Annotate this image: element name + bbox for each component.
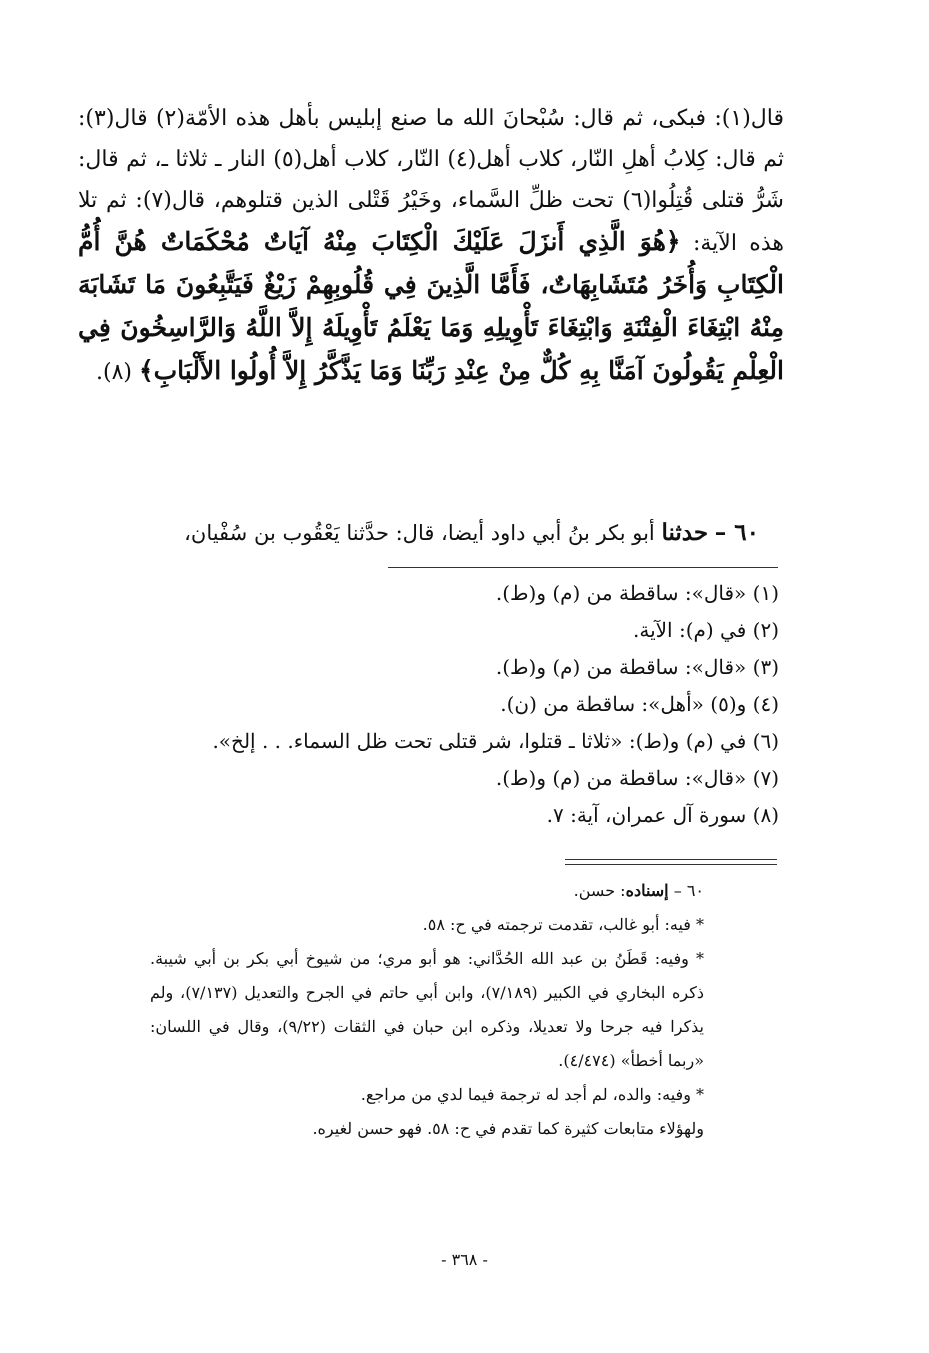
footnote-item: (١) «قال»: ساقطة من (م) و(ط). [495,581,779,605]
takhrij-paragraph: ولهؤلاء متابعات كثيرة كما تقدم في ح: ٥٨. فهو حسن لغيره. [312,1119,704,1138]
takhrij-number: ٦٠ – [673,881,704,900]
quran-verse: ﴿هُوَ الَّذِي أَنزَلَ عَلَيْكَ الْكِتَابَ مِنْهُ آيَاتٌ مُحْكَمَاتٌ هُنَّ أُمُّ الْكِتَابِ وَأُخَرُ مُتَشَابِهَاتٌ، فَأَمَّا الَّذِينَ فِي قُلُوبِهِمْ زَيْغٌ فَيَتَّبِعُونَ مَا تَشَابَهَ مِنْهُ ابْتِغَاءَ الْفِتْنَةِ وَابْتِغَاءَ تَأْوِيلِهِ وَمَا يَعْلَمُ تَأْوِيلَهُ إِلاَّ اللَّهُ وَالرَّاسِخُونَ فِي الْعِلْمِ يَقُولُونَ آمَنَّا بِهِ كُلٌّ مِنْ عِنْدِ رَبِّنَا وَمَا يَذَّكَّرُ إِلاَّ أُولُوا الأَلْبَابِ﴾ [78,227,784,385]
main-narration: قال(١): فبكى، ثم قال: سُبْحانَ الله ما صنع إبليس بأهل هذه الأمّة(٢) قال(٣): ثم قال: كِلابُ أهلِ النّار، كلاب أهل(٤) النّار، كلاب أهل(٥) النار ـ ثلاثا ـ، ثم قال: شَرُّ قتلى قُتِلُوا(٦) تحت ظلِّ السَّماء، وخَيْرُ قَتْلى الذين قتلوهم، قال(٧): ثم تلا هذه الآية: [78,106,784,256]
takhrij-paragraph: * فيه: أبو غالب، تقدمت ترجمته في ح: ٥٨. [422,915,704,934]
footnote-item: (٢) في (م): الآية. [632,618,779,642]
footnote-item: (٧) «قال»: ساقطة من (م) و(ط). [495,766,779,790]
takhrij-grade: : حسن. [573,881,626,900]
hadith-60-opening [78,515,759,551]
takhrij-heading: إسناده [625,881,669,900]
footnotes-list [150,575,779,834]
main-text-block [78,98,784,393]
page-number: - ٣٦٨ - [441,1250,488,1269]
takhrij-separator-bottom [565,864,777,865]
hadith-lead-word: حدثنا [661,519,709,546]
takhrij-paragraph: * وفيه: قَطَنُ بن عبد الله الحُدَّاني: هو أبو مري؛ من شيوخ أبي بكر بن أبي شيبة. ذكره البخاري في الكبير (٧/١٨٩)، وابن أبي حاتم في الجرح والتعديل (٧/١٣٧)، ولم يذكرا فيه جرحا ولا تعديلا، وذكره ابن حبان في الثقات (٩/٢٢)، وقال في اللسان: «ربما أخطأ» (٤/٤٧٤). [150,949,704,1070]
footnote-separator [388,567,778,568]
footnote-item: (٤) و(٥) «أهل»: ساقطة من (ن). [500,692,779,716]
footnote-item: (٦) في (م) و(ط): «ثلاثا ـ قتلوا، شر قتلى تحت ظل السماء. . . إلخ». [212,729,779,753]
footnote-item: (٨) سورة آل عمران، آية: ٧. [546,803,779,827]
hadith-number: ٦٠ – [714,519,759,546]
takhrij-section [150,874,704,1146]
quran-footnote-ref: (٨). [95,360,132,385]
takhrij-title [150,874,704,908]
takhrij-paragraph: * وفيه: والده، لم أجد له ترجمة فيما لدي من مراجع. [360,1085,704,1104]
hadith-isnad: أبو بكر بنُ أبي داود أيضا، قال: حدَّثنا يَعْقُوب بن سُفْيان، [184,521,655,545]
takhrij-separator-top [565,859,777,860]
footnote-item: (٣) «قال»: ساقطة من (م) و(ط). [495,655,779,679]
